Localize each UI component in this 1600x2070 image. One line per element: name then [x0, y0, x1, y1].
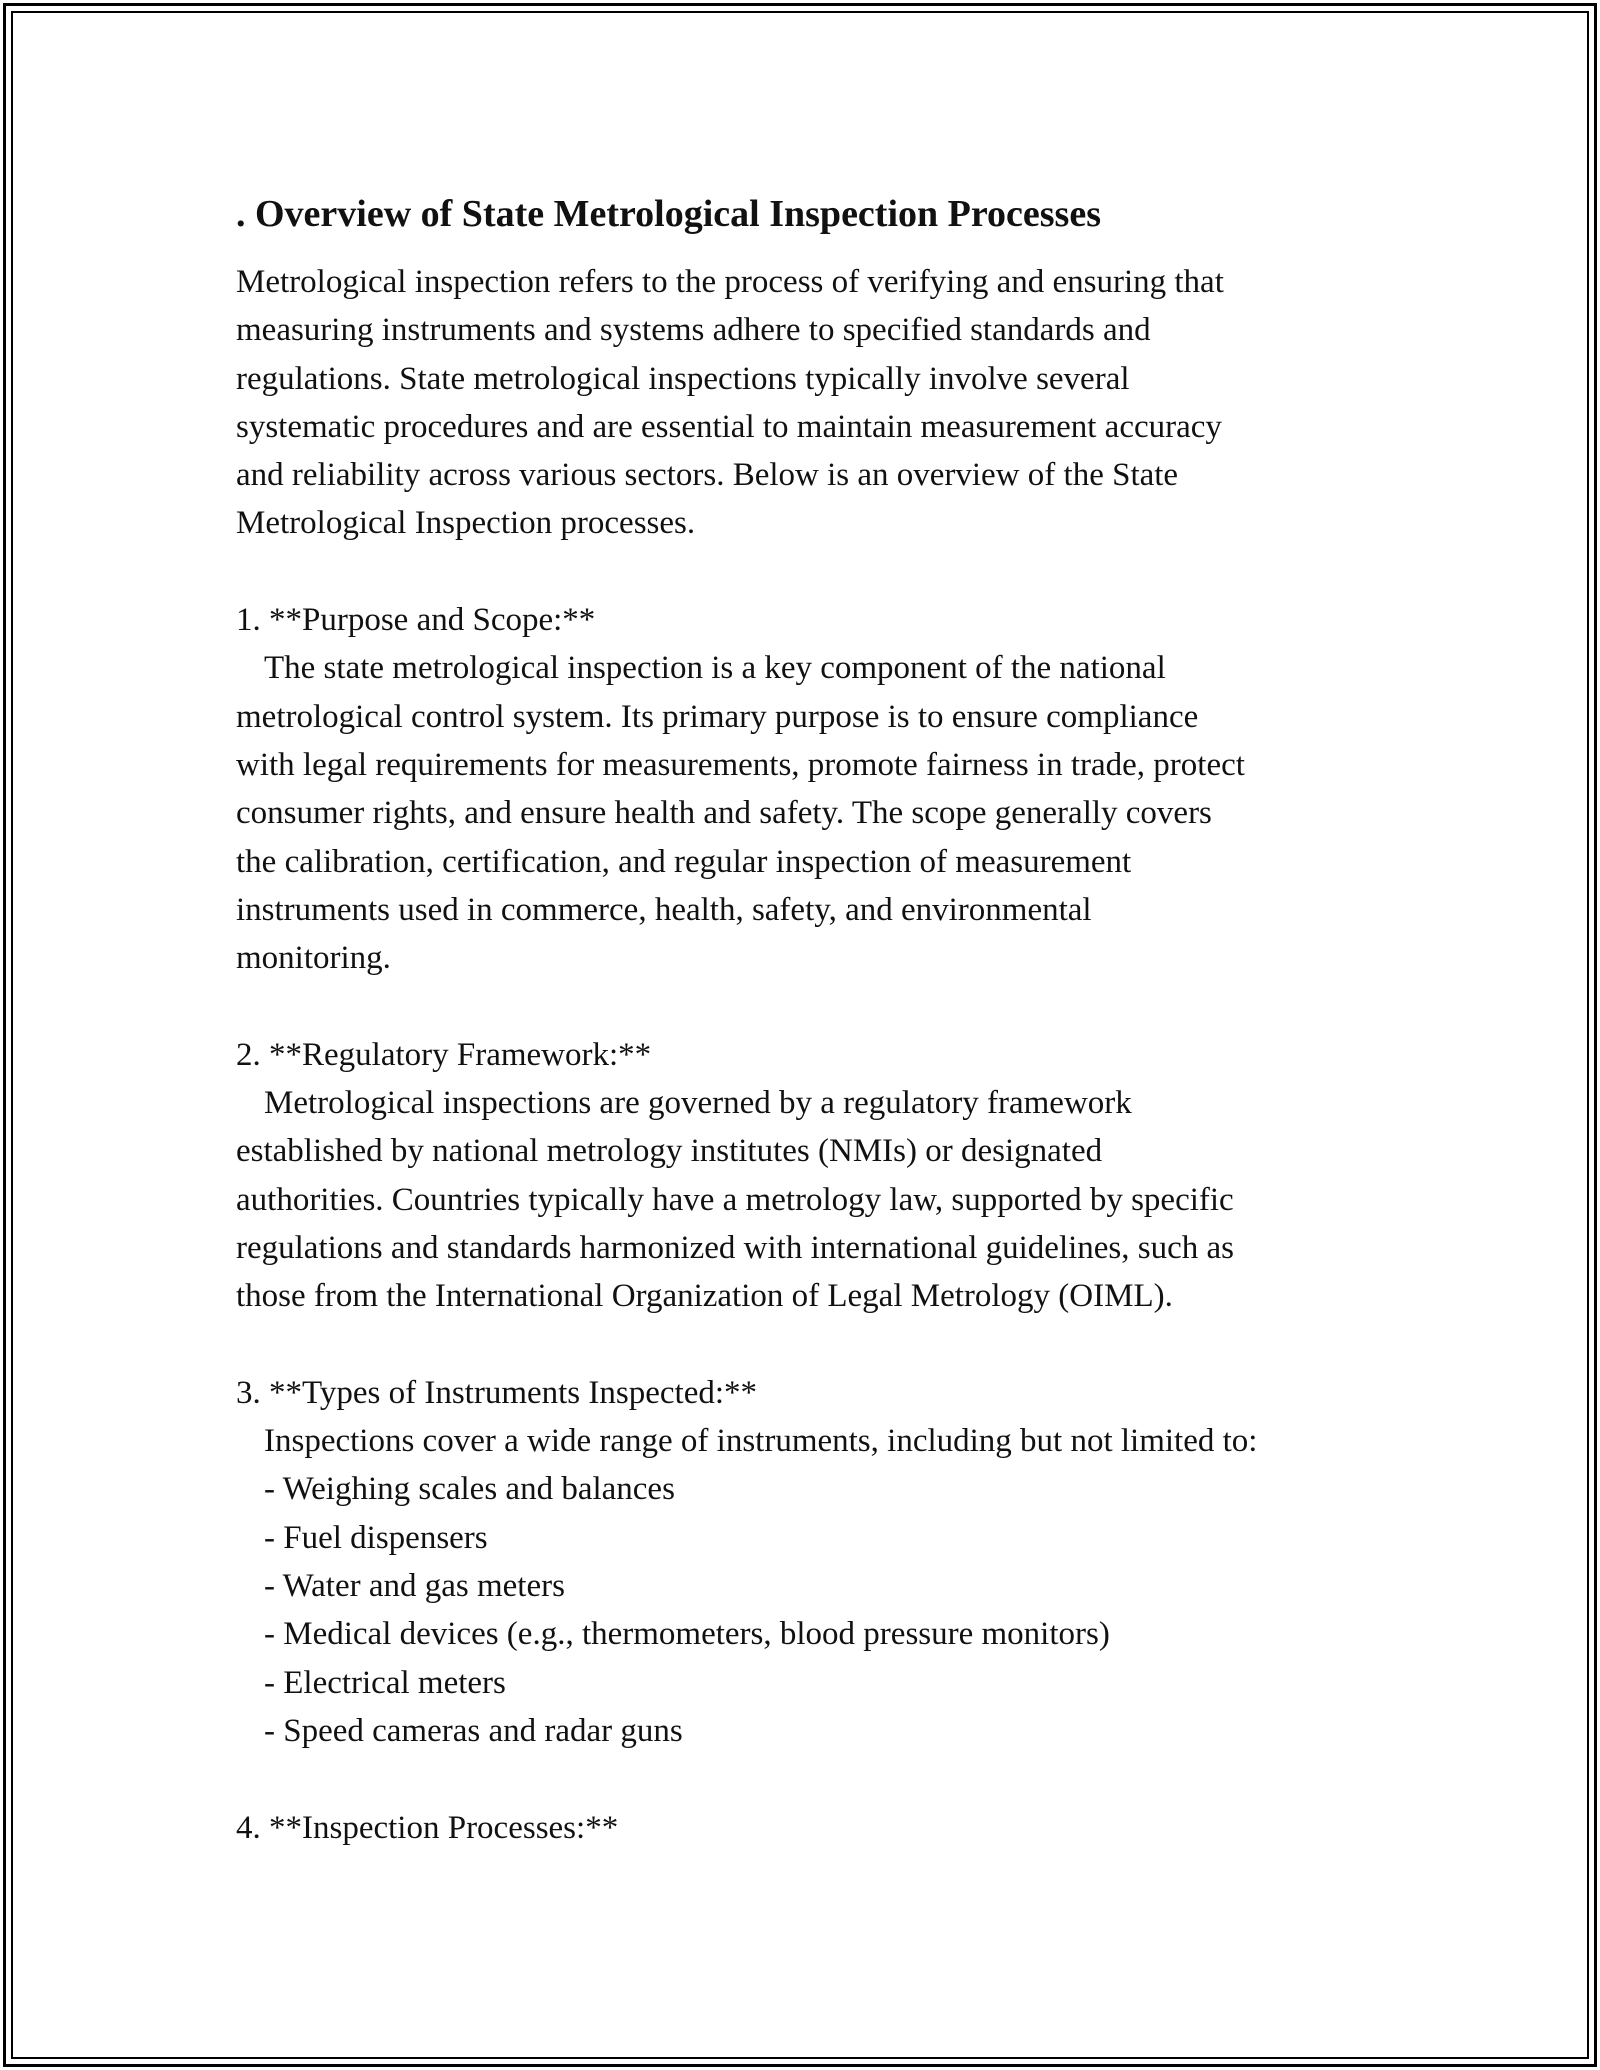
- document-body: [236, 188, 1396, 1852]
- section-line: The state metrological inspection is a key component of the national: [264, 650, 1166, 687]
- section-line: the calibration, certification, and regular inspection of measurement: [236, 843, 1132, 880]
- section-line: established by national metrology institutes (NMIs) or designated: [236, 1133, 1103, 1170]
- list-item: - Water and gas meters: [264, 1568, 565, 1605]
- paragraph-gap: [236, 1755, 1396, 1803]
- intro-line: systematic procedures and are essential to maintain measurement accuracy: [236, 408, 1222, 445]
- section-instrument-types: [236, 1369, 1396, 1755]
- section-inspection-processes: [236, 1804, 1396, 1852]
- intro-line: regulations. State metrological inspections typically involve several: [236, 360, 1130, 397]
- section-purpose-scope: [236, 596, 1396, 982]
- section-line: those from the International Organization of Legal Metrology (OIML).: [236, 1278, 1173, 1315]
- intro-line: Metrological inspection refers to the process of verifying and ensuring that: [236, 264, 1224, 300]
- section-heading: 2. **Regulatory Framework:**: [236, 1036, 652, 1073]
- list-item: - Fuel dispensers: [264, 1519, 488, 1556]
- section-heading: 3. **Types of Instruments Inspected:**: [236, 1374, 758, 1411]
- intro-line: and reliability across various sectors. Below is an overview of the State: [236, 457, 1179, 494]
- section-line: Inspections cover a wide range of instruments, including but not limited to:: [264, 1423, 1258, 1460]
- list-item: - Weighing scales and balances: [264, 1471, 675, 1508]
- section-line: authorities. Countries typically have a metrology law, supported by specific: [236, 1181, 1234, 1218]
- section-line: instruments used in commerce, health, safety, and environmental: [236, 891, 1092, 928]
- section-line: metrological control system. Its primary purpose is to ensure compliance: [236, 698, 1199, 735]
- list-item: - Speed cameras and radar guns: [264, 1712, 683, 1749]
- list-item: - Medical devices (e.g., thermometers, blood pressure monitors): [264, 1616, 1110, 1653]
- section-regulatory-framework: [236, 1031, 1396, 1321]
- intro-line: Metrological Inspection processes.: [236, 505, 696, 542]
- section-line: monitoring.: [236, 940, 391, 977]
- paragraph-gap: [236, 1321, 1396, 1369]
- section-line: with legal requirements for measurements, promote fairness in trade, protect: [236, 746, 1245, 783]
- paragraph-gap: [236, 982, 1396, 1030]
- intro-paragraph: [236, 258, 1396, 548]
- intro-line: measuring instruments and systems adhere to specified standards and: [236, 312, 1151, 349]
- section-heading: 4. **Inspection Processes:**: [236, 1809, 619, 1846]
- list-item: - Electrical meters: [264, 1664, 506, 1701]
- document-title: . Overview of State Metrological Inspection Processes: [236, 193, 1102, 235]
- paragraph-gap: [236, 548, 1396, 596]
- section-heading: 1. **Purpose and Scope:**: [236, 602, 596, 639]
- section-line: regulations and standards harmonized with international guidelines, such as: [236, 1229, 1234, 1266]
- section-line: Metrological inspections are governed by a regulatory framework: [264, 1085, 1132, 1122]
- section-line: consumer rights, and ensure health and safety. The scope generally covers: [236, 795, 1212, 832]
